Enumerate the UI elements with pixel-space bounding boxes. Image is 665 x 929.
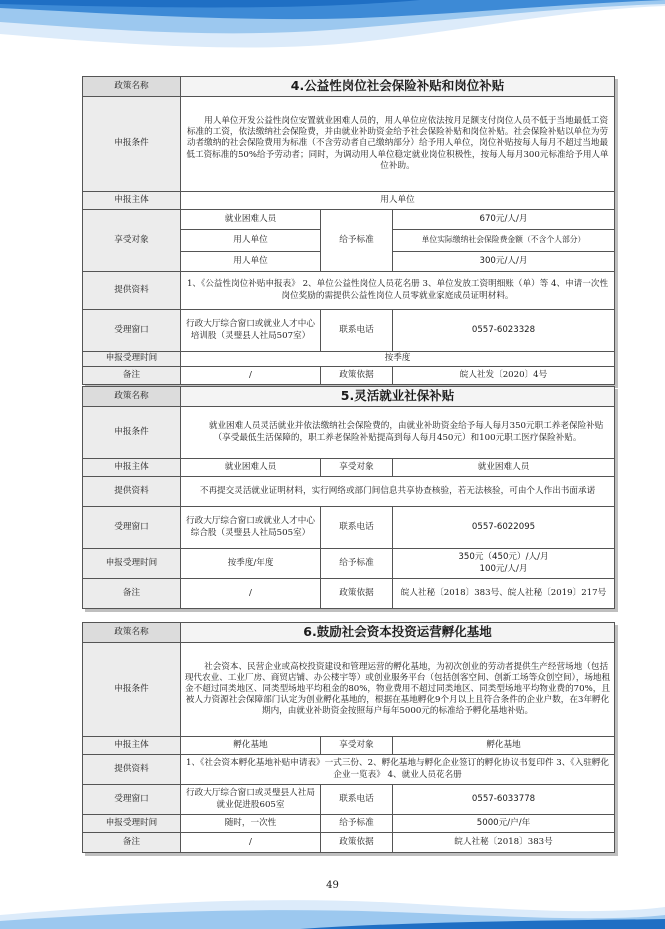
- policy-title: 4.公益性岗位社会保险补贴和岗位补贴: [181, 77, 615, 97]
- conditions-text: 就业困难人员灵活就业并依法缴纳社会保险费的，由就业补助资金给予每人每月350元职工养老保险补贴（享受最低生活保障的，职工养老保险补贴提高到每人每月450元）和100元职工医疗保险补贴。: [181, 407, 615, 459]
- basis-label: 政策依据: [321, 579, 393, 609]
- policy-name-label: 政策名称: [83, 387, 181, 407]
- standard-value: 单位实际缴纳社会保险费金额（不含个人部分）: [393, 230, 615, 252]
- beneficiary-value: 就业困难人员: [393, 459, 615, 477]
- basis-value: 皖人社秘〔2018〕383号、皖人社秘〔2019〕217号: [393, 579, 615, 609]
- window-label: 受理窗口: [83, 310, 181, 352]
- phone-value: 0557-6033778: [393, 785, 615, 815]
- subject-label: 申报主体: [83, 737, 181, 755]
- materials-label: 提供资料: [83, 477, 181, 507]
- conditions-label: 申报条件: [83, 97, 181, 192]
- standard-value: 300元/人/月: [393, 252, 615, 272]
- notes-label: 备注: [83, 579, 181, 609]
- footer-wave-decoration: [0, 885, 665, 929]
- notes-value: /: [181, 367, 321, 385]
- standard-line: 100元/人/月: [479, 563, 528, 574]
- window-value: 行政大厅综合窗口或就业人才中心综合股（灵璧县人社局505室）: [181, 507, 321, 549]
- window-label: 受理窗口: [83, 785, 181, 815]
- time-value: 按季度: [181, 352, 615, 367]
- policy-title: 5.灵活就业社保补贴: [181, 387, 615, 407]
- phone-label: 联系电话: [321, 310, 393, 352]
- window-label: 受理窗口: [83, 507, 181, 549]
- time-value: 随时，一次性: [181, 815, 321, 833]
- materials-text: 不再提交灵活就业证明材料，实行网络或部门间信息共享协查核验，若无法核验，可由个人作出书面承诺: [181, 477, 615, 507]
- standard-line: 350元（450元）/人/月: [458, 552, 549, 563]
- standard-label: 给予标准: [321, 210, 393, 272]
- phone-value: 0557-6022095: [393, 507, 615, 549]
- policy-name-label: 政策名称: [83, 623, 181, 643]
- standard-label: 给予标准: [321, 549, 393, 579]
- window-value: 行政大厅综合窗口或就业人才中心培训股（灵璧县人社局507室）: [181, 310, 321, 352]
- phone-label: 联系电话: [321, 507, 393, 549]
- subject-value: 孵化基地: [181, 737, 321, 755]
- conditions-text: 社会资本、民营企业或高校投资建设和管理运营的孵化基地，为初次创业的劳动者提供生产经营场地（包括现代农业、工业厂房、商贸店铺、办公楼宇等）或创业服务平台（包括创客空间、创新工场等众创空间），场地租金不超过同类地区、同类型场地平均租金的80%，物业费用不超过同类地区、同类型场地平均物业费的70%，且被人力资源社会保障部门认定为创业孵化基地的，根据在基地孵化9个月以上且符合条件的企业户数，在3年孵化期内，由就业补助资金按照每户每年5000元的标准给予孵化基地补贴。: [181, 643, 615, 737]
- materials-label: 提供资料: [83, 755, 181, 785]
- subject-label: 申报主体: [83, 192, 181, 210]
- policy-name-label: 政策名称: [83, 77, 181, 97]
- phone-label: 联系电话: [321, 785, 393, 815]
- notes-label: 备注: [83, 833, 181, 853]
- policy-title: 6.鼓励社会资本投资运营孵化基地: [181, 623, 615, 643]
- beneficiary-label: 享受对象: [83, 210, 181, 272]
- time-label: 申报受理时间: [83, 815, 181, 833]
- subject-value: 就业困难人员: [181, 459, 321, 477]
- conditions-text: 用人单位开发公益性岗位安置就业困难人员的，用人单位应依法按月足额支付岗位人员不低于当地最低工资标准的工资，依法缴纳社会保险费，并由就业补助资金给予社会保险补贴和岗位补贴。社会保险补贴以单位为劳动者缴纳的社会保险费用为标准（不含劳动者自己缴纳部分）给予用人单位，岗位补贴按每人每月不超过当地最低工资标准的50%给予劳动者；同时，为调动用人单位稳定就业岗位积极性，按每人每月300元标准给予用人单位补助。: [181, 97, 615, 192]
- subject-label: 申报主体: [83, 459, 181, 477]
- notes-value: /: [181, 579, 321, 609]
- basis-value: 皖人社发〔2020〕4号: [393, 367, 615, 385]
- standard-value: 5000元/户/年: [393, 815, 615, 833]
- policy-table-5: [82, 386, 615, 609]
- notes-label: 备注: [83, 367, 181, 385]
- header-wave-decoration: [0, 0, 665, 70]
- phone-value: 0557-6023328: [393, 310, 615, 352]
- materials-text: 1、《社会资本孵化基地补贴申请表》一式三份、2、孵化基地与孵化企业签订的孵化协议书复印件 3、《入驻孵化企业一览表》 4、就业人员花名册: [181, 755, 615, 785]
- materials-label: 提供资料: [83, 272, 181, 310]
- beneficiary-value: 用人单位: [181, 230, 321, 252]
- beneficiary-label: 享受对象: [321, 737, 393, 755]
- beneficiary-value: 孵化基地: [393, 737, 615, 755]
- time-label: 申报受理时间: [83, 352, 181, 367]
- policy-table-6: [82, 622, 615, 853]
- time-label: 申报受理时间: [83, 549, 181, 579]
- standard-value: 670元/人/月: [393, 210, 615, 230]
- policy-table-4: [82, 76, 615, 385]
- page-number: 49: [326, 880, 339, 891]
- basis-label: 政策依据: [321, 367, 393, 385]
- basis-value: 皖人社秘〔2018〕383号: [393, 833, 615, 853]
- basis-label: 政策依据: [321, 833, 393, 853]
- time-value: 按季度/年度: [181, 549, 321, 579]
- beneficiary-value: 用人单位: [181, 252, 321, 272]
- notes-value: /: [181, 833, 321, 853]
- standard-label: 给予标准: [321, 815, 393, 833]
- window-value: 行政大厅综合窗口或灵璧县人社局就业促进股605室: [181, 785, 321, 815]
- conditions-label: 申报条件: [83, 643, 181, 737]
- standard-value: [393, 549, 615, 579]
- subject-value: 用人单位: [181, 192, 615, 210]
- beneficiary-value: 就业困难人员: [181, 210, 321, 230]
- beneficiary-label: 享受对象: [321, 459, 393, 477]
- materials-text: 1、《公益性岗位补贴申报表》 2、单位公益性岗位人员花名册 3、单位发放工资明细账（单）等 4、申请一次性岗位奖励的需提供公益性岗位人员零就业家庭成员证明材料。: [181, 272, 615, 310]
- conditions-label: 申报条件: [83, 407, 181, 459]
